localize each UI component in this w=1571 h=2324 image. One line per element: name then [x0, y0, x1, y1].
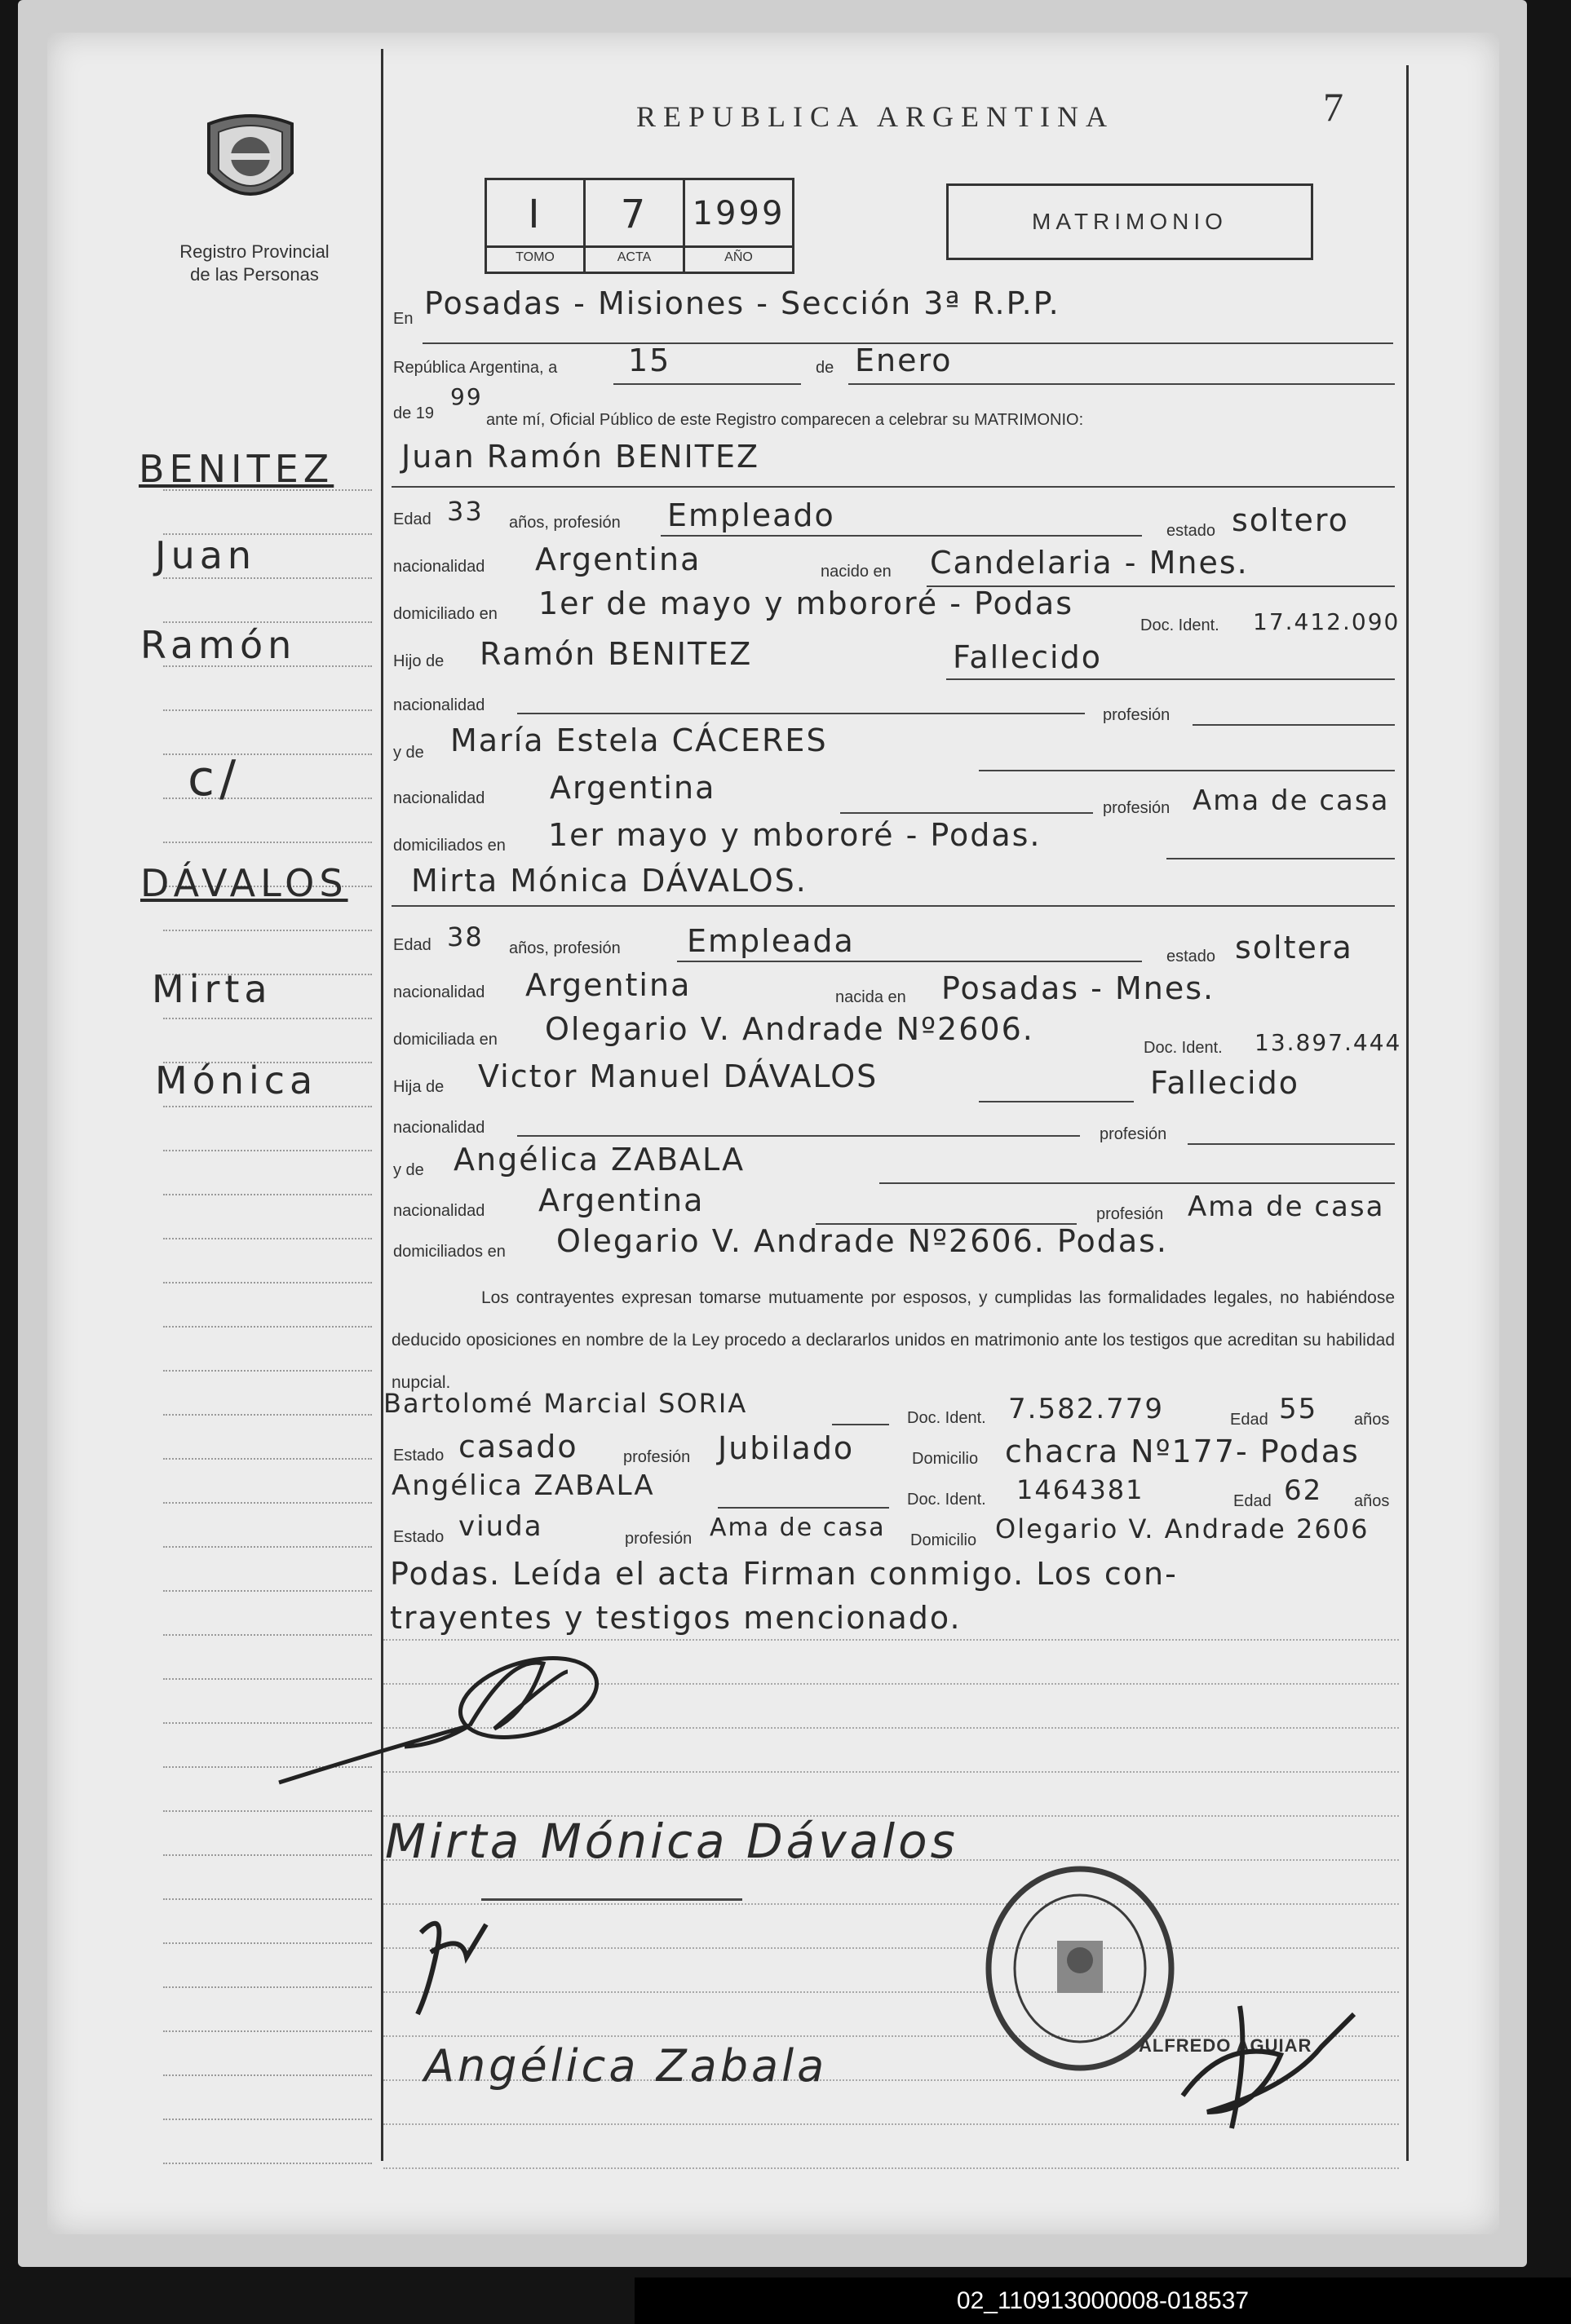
bride-parents-address: Olegario V. Andrade Nº2606. Podas.	[556, 1223, 1168, 1259]
margin-ruled-line	[163, 2119, 372, 2120]
bride-mother-prof-label: profesión	[1096, 1205, 1164, 1223]
margin-ruled-line	[163, 577, 372, 579]
witness2-status: viuda	[458, 1510, 543, 1543]
witness2-name-line	[718, 1507, 889, 1509]
witness1-profession: Jubilado	[718, 1430, 855, 1466]
groom-hijo-label: Hijo de	[393, 652, 445, 670]
groom-parents-address: 1er mayo y mbororé - Podas.	[548, 817, 1042, 853]
bride-mother-nationality: Argentina	[538, 1182, 705, 1218]
bride-father-prof-label: profesión	[1100, 1125, 1167, 1143]
year-suffix: 99	[450, 383, 483, 410]
bride-edad-label: Edad	[393, 936, 431, 954]
witness2-estado-label: Estado	[393, 1528, 445, 1546]
witness1-doc-label: Doc. Ident.	[907, 1409, 986, 1427]
registry-name-line1: Registro Provincial	[179, 241, 330, 262]
witness2-doc: 1464381	[1016, 1474, 1144, 1505]
day-line	[613, 383, 801, 385]
bride-profession: Empleada	[687, 923, 855, 959]
witness2-anos-label: años	[1354, 1492, 1390, 1510]
groom-mother-nat-label: nacionalidad	[393, 789, 485, 807]
bride-father-note: Fallecido	[1150, 1065, 1299, 1101]
witness1-age: 55	[1279, 1393, 1318, 1425]
groom-age: 33	[447, 496, 484, 527]
margin-ruled-line	[163, 1194, 372, 1195]
groom-mother-yde: y de	[393, 744, 424, 762]
groom-status: soltero	[1232, 502, 1349, 538]
witness2-address: Olegario V. Andrade 2606	[995, 1513, 1370, 1544]
margin-ruled-line	[163, 930, 372, 931]
groom-father-line	[946, 678, 1395, 680]
image-caption: 02_110913000008-018537	[635, 2278, 1571, 2324]
day-value: 15	[628, 342, 671, 378]
bride-domicilio-label: domiciliada en	[393, 1031, 498, 1049]
margin-ruled-line	[163, 1458, 372, 1460]
margin-ruled-line	[163, 1546, 372, 1548]
witness1-status: casado	[458, 1429, 578, 1465]
right-margin-rule	[1406, 65, 1409, 2161]
bride-father-nat-label: nacionalidad	[393, 1119, 485, 1137]
witness2-domicilio-label: Domicilio	[910, 1531, 977, 1549]
groom-mother-nat-line	[840, 812, 1093, 814]
groom-mother: María Estela CÁCERES	[450, 722, 828, 758]
groom-domicilio-label: domiciliado en	[393, 605, 498, 623]
margin-ruled-line	[163, 1986, 372, 1988]
margin-ruled-line	[163, 842, 372, 843]
registry-emblem-icon	[201, 108, 300, 215]
bride-mother: Angélica ZABALA	[454, 1142, 746, 1177]
bride-profession-line	[677, 961, 1142, 962]
witness1-doc: 7.582.779	[1008, 1393, 1165, 1425]
margin-ruled-line	[163, 1810, 372, 1812]
tomo-value: I	[528, 192, 542, 237]
witness2-signature: Angélica Zabala	[424, 2040, 828, 2092]
groom-mother-line	[979, 770, 1395, 771]
margin-ruled-line	[163, 1150, 372, 1151]
groom-estado-label: estado	[1166, 522, 1216, 540]
groom-address: 1er de mayo y mbororé - Podas	[538, 585, 1073, 621]
witness2-profesion-label: profesión	[625, 1530, 693, 1548]
margin-ruled-line	[163, 1634, 372, 1636]
groom-mother-prof-label: profesión	[1103, 799, 1171, 817]
bride-profesion-label: años, profesión	[509, 939, 621, 957]
witness2-name: Angélica ZABALA	[392, 1469, 655, 1502]
witness1-signature	[388, 1900, 519, 2030]
margin-name-groom-2: Ramón	[140, 623, 297, 667]
bride-parents-dom-label: domiciliados en	[393, 1243, 506, 1261]
witness2-profession: Ama de casa	[710, 1513, 886, 1542]
bride-nacionalidad-label: nacionalidad	[393, 983, 485, 1001]
tomo-label: TOMO	[516, 250, 555, 264]
republica-label: República Argentina, a	[393, 359, 558, 377]
margin-ruled-line	[163, 1106, 372, 1107]
groom-name: Juan Ramón BENITEZ	[401, 439, 759, 475]
margin-ruled-line	[163, 1854, 372, 1856]
de-label: de	[816, 359, 834, 377]
groom-father-note: Fallecido	[953, 639, 1102, 675]
bride-mother-line	[879, 1182, 1395, 1184]
groom-parents-line	[1166, 858, 1395, 859]
record-number-box	[485, 178, 794, 274]
margin-ruled-line	[163, 1502, 372, 1504]
left-margin-rule	[381, 49, 383, 2161]
groom-nacionalidad-label: nacionalidad	[393, 558, 485, 576]
witness2-doc-label: Doc. Ident.	[907, 1491, 986, 1509]
bride-age: 38	[447, 921, 484, 952]
margin-ruled-line	[163, 1414, 372, 1416]
page-number: 7	[1323, 84, 1343, 130]
bride-father: Victor Manuel DÁVALOS	[478, 1058, 878, 1094]
margin-ruled-line	[163, 2074, 372, 2076]
groom-nacido-label: nacido en	[821, 563, 892, 581]
groom-mother-nationality: Argentina	[550, 770, 716, 806]
en-label: En	[393, 310, 414, 328]
witness1-address: chacra Nº177- Podas	[1005, 1434, 1360, 1469]
witness1-edad-label: Edad	[1230, 1411, 1268, 1429]
groom-edad-label: Edad	[393, 510, 431, 528]
bride-mother-yde: y de	[393, 1161, 424, 1179]
acta-label: ACTA	[617, 250, 652, 264]
groom-father-nat-line	[517, 713, 1085, 714]
closing-line1: Podas. Leída el acta Firman conmigo. Los con-	[390, 1556, 1178, 1592]
witness2-age: 62	[1284, 1474, 1323, 1507]
groom-father-prof-line	[1193, 724, 1395, 726]
place-value: Posadas - Misiones - Sección 3ª R.P.P.	[424, 285, 1060, 321]
margin-ruled-line	[163, 1326, 372, 1328]
body-ruled-line	[383, 2167, 1399, 2169]
ano-label: AÑO	[724, 250, 753, 264]
witness2-edad-label: Edad	[1233, 1492, 1272, 1510]
month-line	[848, 383, 1395, 385]
groom-profession: Empleado	[667, 497, 835, 533]
bride-doc-label: Doc. Ident.	[1144, 1039, 1223, 1057]
margin-ruled-line	[163, 1370, 372, 1372]
margin-ruled-line	[163, 1238, 372, 1239]
bride-name-line	[392, 905, 1395, 907]
record-type-box	[946, 183, 1313, 260]
groom-profession-line	[661, 535, 1142, 537]
acta-value: 7	[620, 192, 648, 237]
groom-mother-profession: Ama de casa	[1193, 784, 1390, 817]
record-type: MATRIMONIO	[1032, 209, 1228, 234]
ano-value: 1999	[692, 195, 786, 232]
country-heading: REPUBLICA ARGENTINA	[636, 100, 1115, 133]
margin-surname-bride: DÁVALOS	[140, 861, 348, 905]
margin-ruled-line	[163, 709, 372, 711]
groom-profesion-label: años, profesión	[509, 514, 621, 532]
groom-parents-dom-label: domiciliados en	[393, 837, 506, 855]
margin-ruled-line	[163, 1942, 372, 1944]
margin-surname-groom: BENITEZ	[139, 447, 334, 491]
margin-ruled-line	[163, 1898, 372, 1900]
margin-ruled-line	[163, 1018, 372, 1019]
margin-connector: c/	[188, 750, 241, 807]
bride-signature: Mirta Mónica Dávalos	[385, 1814, 958, 1869]
bride-birthplace: Posadas - Mnes.	[941, 970, 1215, 1006]
witness1-estado-label: Estado	[393, 1447, 445, 1465]
groom-doc: 17.412.090	[1253, 608, 1401, 635]
margin-name-bride-2: Mónica	[155, 1058, 318, 1102]
bride-signature-underline	[481, 1898, 742, 1901]
bride-nacida-label: nacida en	[835, 988, 906, 1006]
declaration-text: Los contrayentes expresan tomarse mutuamente por esposos, y cumplidas las formalidades legales, no habiéndose deducido oposiciones en nombre de la Ley procedo a declararlos unidos en matrimonio ante los testigos que acreditan su habilidad nupcial.	[392, 1288, 1395, 1392]
witness1-profesion-label: profesión	[623, 1448, 691, 1466]
bride-address: Olegario V. Andrade Nº2606.	[545, 1011, 1034, 1047]
witness1-name: Bartolomé Marcial SORIA	[383, 1388, 748, 1419]
body-ruled-line	[383, 1947, 1399, 1949]
month-value: Enero	[855, 342, 953, 378]
margin-ruled-line	[163, 2030, 372, 2032]
margin-name-groom-1: Juan	[155, 533, 257, 577]
year-prefix: de 19	[393, 404, 435, 422]
witness1-name-line	[832, 1424, 889, 1425]
registry-name-line2: de las Personas	[190, 264, 319, 285]
groom-father-nat-label: nacionalidad	[393, 696, 485, 714]
groom-doc-label: Doc. Ident.	[1140, 616, 1219, 634]
groom-father: Ramón BENITEZ	[480, 636, 753, 672]
official-name: ALFREDO AGUIAR	[1139, 2035, 1312, 2056]
bride-estado-label: estado	[1166, 948, 1216, 965]
intro-text: ante mí, Oficial Público de este Registro comparecen a celebrar su MATRIMONIO:	[486, 411, 1084, 429]
bride-hija-label: Hija de	[393, 1078, 445, 1096]
bride-father-prof-line	[1188, 1143, 1395, 1145]
witness1-anos-label: años	[1354, 1411, 1390, 1429]
bride-name: Mirta Mónica DÁVALOS.	[411, 863, 808, 899]
bride-father-nat-line	[517, 1135, 1080, 1137]
body-ruled-line	[383, 1903, 1399, 1905]
groom-nationality: Argentina	[535, 541, 701, 577]
groom-father-prof-label: profesión	[1103, 706, 1171, 724]
bride-nationality: Argentina	[525, 967, 692, 1003]
bride-mother-nat-label: nacionalidad	[393, 1202, 485, 1220]
margin-ruled-line	[163, 1282, 372, 1284]
official-signature	[1158, 1990, 1370, 2136]
witness1-domicilio-label: Domicilio	[912, 1450, 979, 1468]
margin-ruled-line	[163, 1590, 372, 1592]
closing-line2: trayentes y testigos mencionado.	[390, 1600, 962, 1636]
margin-name-bride-1: Mirta	[152, 967, 272, 1011]
bride-doc: 13.897.444	[1255, 1029, 1402, 1056]
groom-birthplace: Candelaria - Mnes.	[930, 545, 1249, 581]
groom-signature	[274, 1639, 608, 1794]
bride-status: soltera	[1235, 930, 1353, 965]
bride-mother-profession: Ama de casa	[1188, 1191, 1385, 1223]
groom-name-line	[392, 486, 1395, 488]
margin-ruled-line	[163, 2163, 372, 2164]
bride-father-line	[979, 1101, 1134, 1102]
